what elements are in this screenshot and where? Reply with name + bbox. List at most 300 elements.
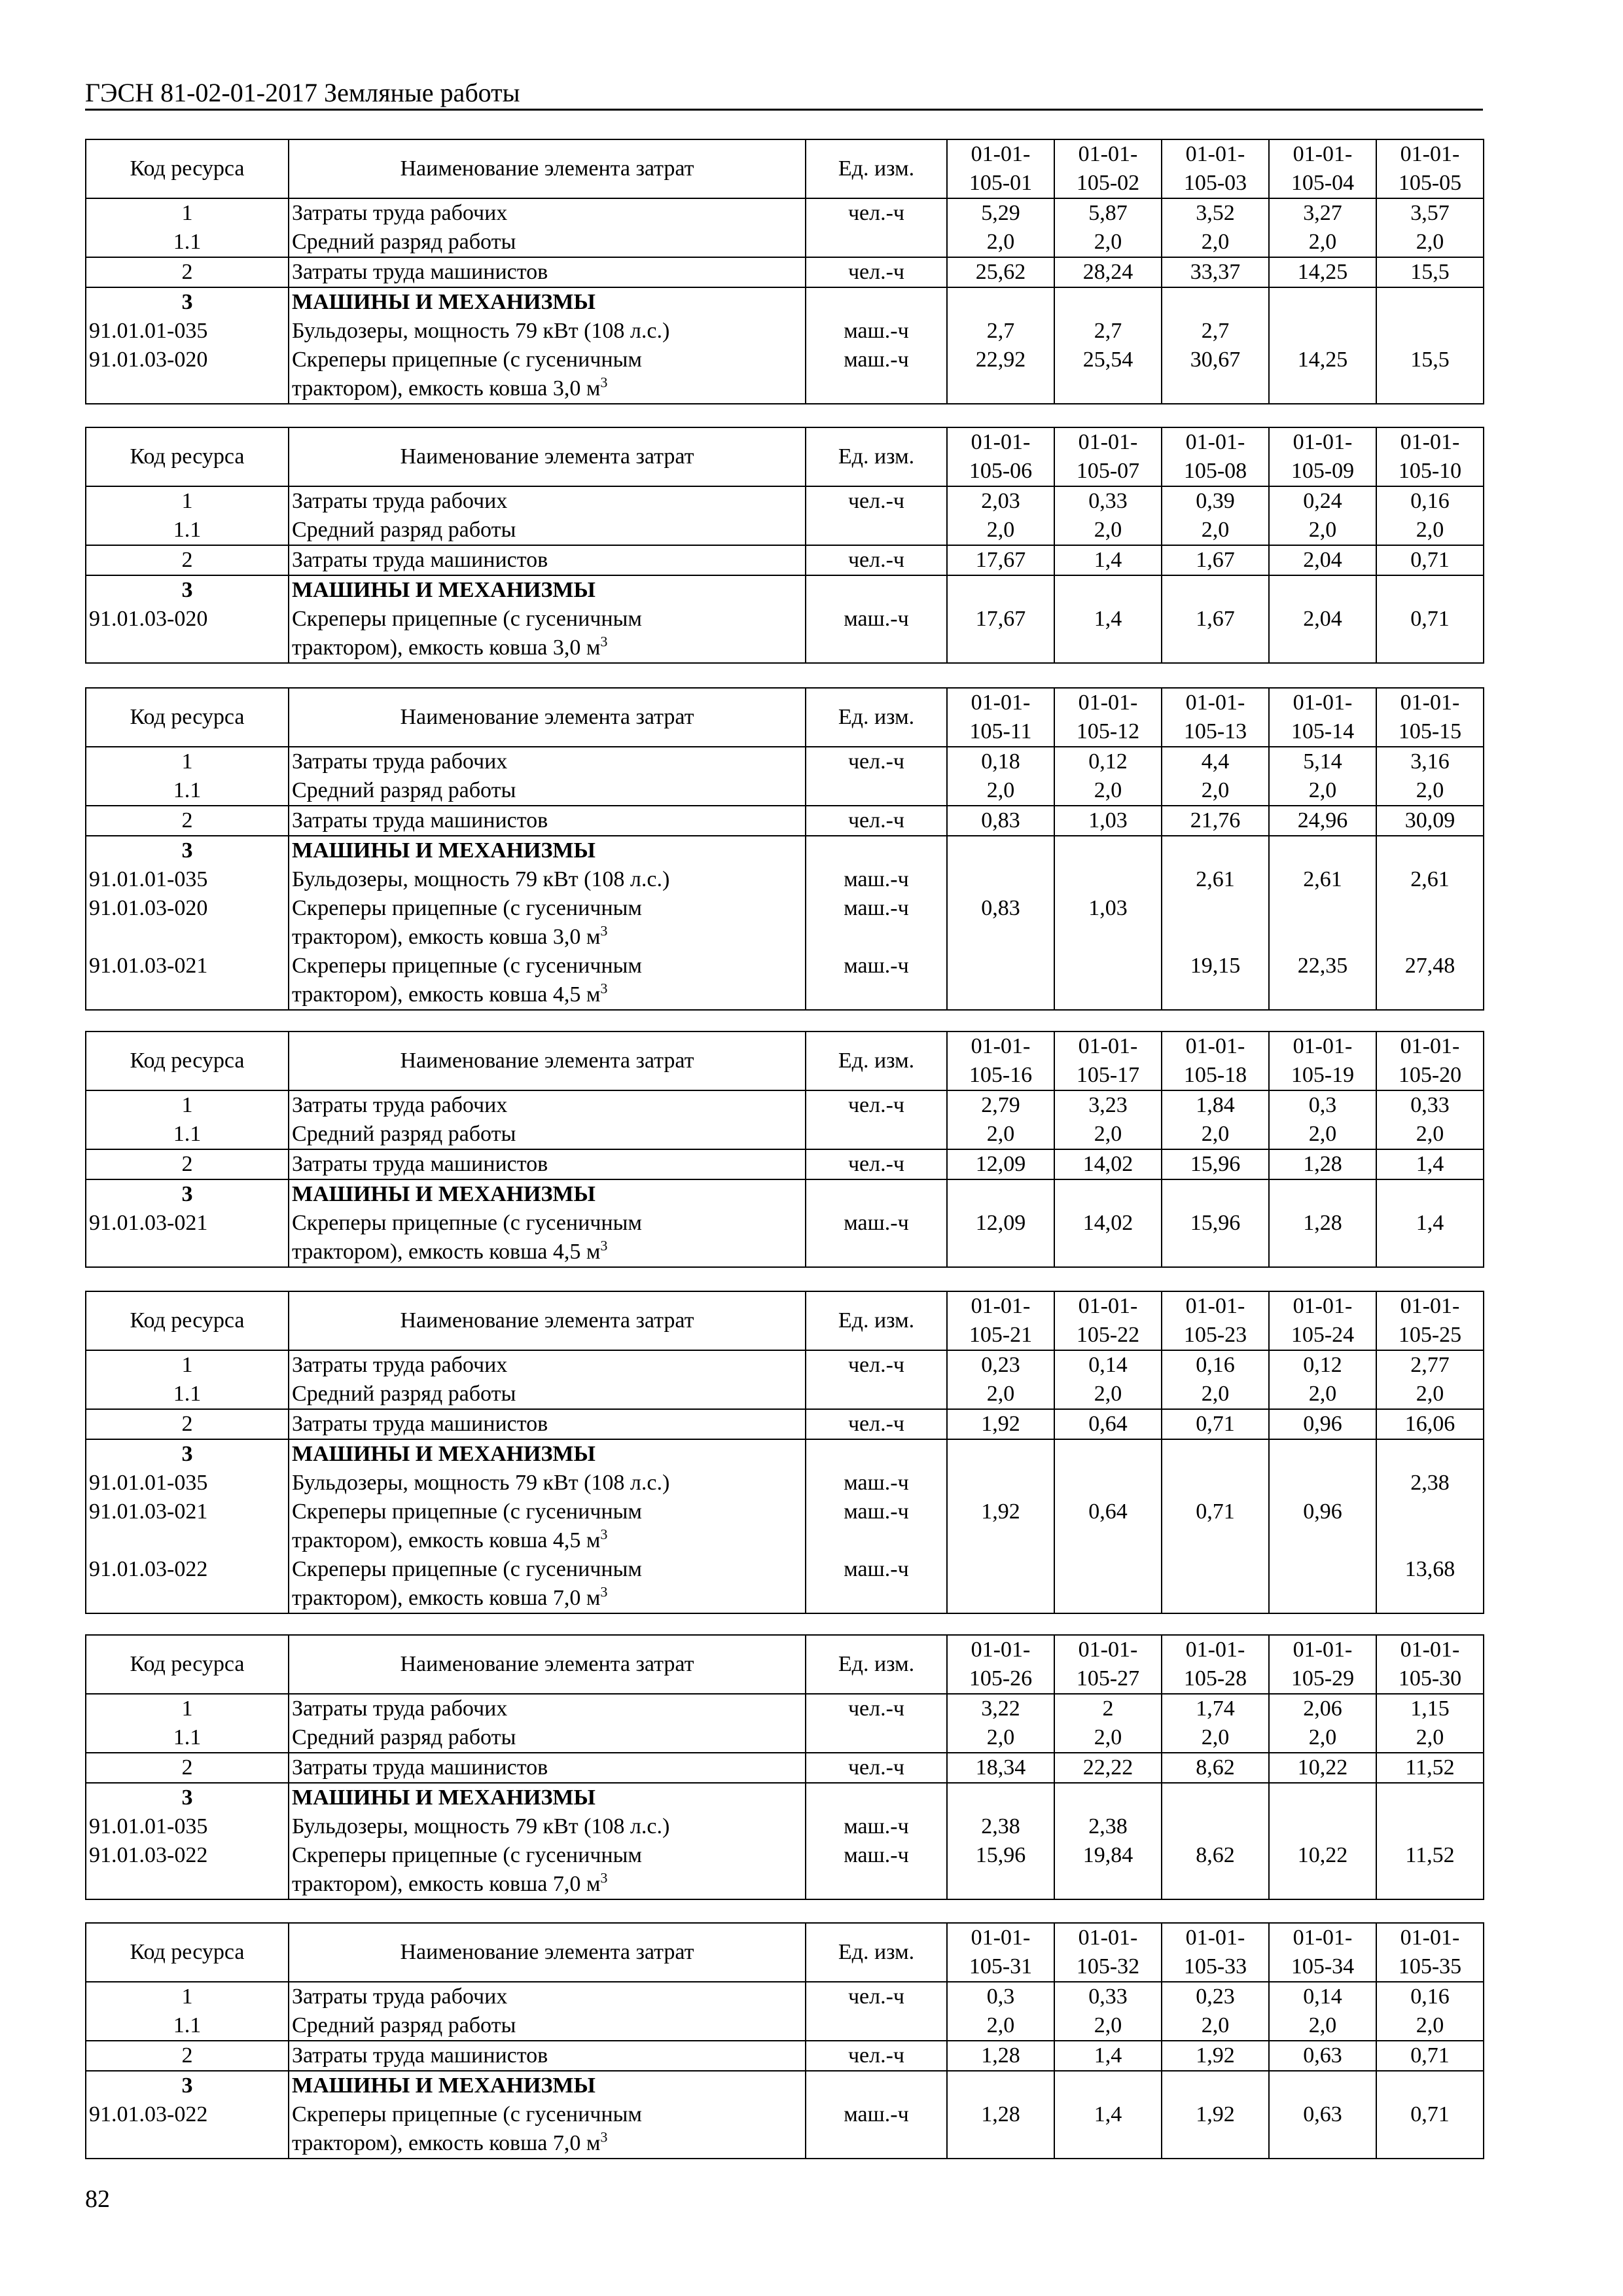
value-cell: 15,96 [1162, 1149, 1269, 1179]
value-cell: 1,74 [1162, 1694, 1269, 1723]
value-cell: 25,62 [947, 257, 1054, 287]
value-cell [1162, 894, 1269, 952]
norm-code-line1: 01-01- [1185, 1034, 1245, 1058]
value-cell: 2,0 [1269, 1723, 1376, 1753]
value-cell: 2,61 [1269, 865, 1376, 894]
resource-name: Затраты труда рабочих [289, 486, 806, 516]
resource-name [289, 894, 806, 952]
header-norm-code [947, 139, 1054, 198]
value-cell: 8,62 [1162, 1841, 1269, 1899]
value-cell: 1,28 [947, 2100, 1054, 2159]
resource-code: 3 [86, 2071, 289, 2100]
value-cell [1054, 575, 1162, 605]
header-name: Наименование элемента затрат [289, 1923, 806, 1982]
norm-code-line1: 01-01- [1293, 1034, 1353, 1058]
row-labor [86, 747, 1484, 776]
value-cell: 15,5 [1376, 346, 1484, 404]
resource-name: Средний разряд работы [289, 228, 806, 257]
resource-unit: маш.-ч [806, 865, 947, 894]
norm-code-line2: 105-15 [1398, 719, 1462, 744]
resource-code: 1 [86, 1350, 289, 1380]
resource-unit: чел.-ч [806, 257, 947, 287]
norm-code-line2: 105-32 [1076, 1954, 1140, 1979]
resource-unit: чел.-ч [806, 545, 947, 575]
value-cell: 1,4 [1054, 545, 1162, 575]
value-cell [1269, 1812, 1376, 1841]
value-cell: 1,92 [947, 1498, 1054, 1555]
resource-code: 2 [86, 2041, 289, 2071]
name-line1: Скреперы прицепные (с гусеничным [292, 2102, 642, 2126]
value-cell [1269, 1439, 1376, 1469]
header-norm-code [947, 427, 1054, 486]
value-cell [1162, 1555, 1269, 1613]
name-line2-text: трактором), емкость ковша 3,0 м [292, 376, 601, 401]
norm-code-line2: 105-31 [969, 1954, 1033, 1979]
value-cell [947, 1439, 1054, 1469]
value-cell: 2,0 [1376, 776, 1484, 806]
resource-name: Средний разряд работы [289, 1380, 806, 1409]
header-norm-code [1162, 688, 1269, 747]
resource-unit: маш.-ч [806, 1469, 947, 1498]
value-cell: 0,39 [1162, 486, 1269, 516]
norm-code-line2: 105-02 [1076, 171, 1140, 195]
name-line1: Скреперы прицепные (с гусеничным [292, 1499, 642, 1524]
norm-code-line2: 105-11 [969, 719, 1032, 744]
table-header-row [86, 427, 1484, 486]
header-norm-code [1054, 1031, 1162, 1090]
header-norm-code [1269, 139, 1376, 198]
resource-unit: чел.-ч [806, 806, 947, 836]
value-cell: 14,25 [1269, 257, 1376, 287]
value-cell [1269, 287, 1376, 317]
value-cell: 2,0 [1376, 1120, 1484, 1149]
value-cell [1269, 317, 1376, 346]
norm-code-line1: 01-01- [1293, 1926, 1353, 1950]
table-header-row [86, 1923, 1484, 1982]
name-line2 [292, 1584, 802, 1613]
row-machinists [86, 806, 1484, 836]
value-cell [1054, 1783, 1162, 1812]
value-cell: 12,09 [947, 1209, 1054, 1267]
row-machine-scraper45 [86, 952, 1484, 1010]
value-cell: 22,92 [947, 346, 1054, 404]
value-cell: 5,14 [1269, 747, 1376, 776]
value-cell: 0,64 [1054, 1409, 1162, 1439]
m3-superscript: 3 [600, 1583, 608, 1600]
resource-name: Затраты труда машинистов [289, 1149, 806, 1179]
name-line1: Скреперы прицепные (с гусеничным [292, 954, 642, 978]
value-cell [1054, 287, 1162, 317]
resource-name: Средний разряд работы [289, 1120, 806, 1149]
row-grade [86, 1380, 1484, 1409]
resource-code: 91.01.03-021 [86, 952, 289, 1010]
header-norm-code [1162, 139, 1269, 198]
value-cell: 2,0 [1269, 1380, 1376, 1409]
value-cell: 17,67 [947, 545, 1054, 575]
name-line2-text: трактором), емкость ковша 7,0 м [292, 1586, 601, 1610]
resource-code: 91.01.03-020 [86, 894, 289, 952]
resource-code: 3 [86, 1179, 289, 1209]
row-machinists [86, 1409, 1484, 1439]
resource-unit [806, 228, 947, 257]
value-cell [1054, 1469, 1162, 1498]
norm-code-line1: 01-01- [1293, 1638, 1353, 1662]
resource-code: 1 [86, 1982, 289, 2011]
norm-code-line1: 01-01- [971, 430, 1031, 454]
row-grade [86, 776, 1484, 806]
value-cell: 2,0 [1162, 776, 1269, 806]
row-machine-scraper30 [86, 605, 1484, 663]
row-machinists [86, 1753, 1484, 1783]
resource-name: Затраты труда машинистов [289, 1409, 806, 1439]
norm-code-line1: 01-01- [1078, 1294, 1138, 1318]
value-cell: 0,71 [1162, 1409, 1269, 1439]
value-cell: 0,23 [947, 1350, 1054, 1380]
value-cell: 1,92 [947, 1409, 1054, 1439]
value-cell [1376, 1498, 1484, 1555]
value-cell [1162, 1439, 1269, 1469]
value-cell [947, 1783, 1054, 1812]
resource-unit [806, 1380, 947, 1409]
norm-code-line2: 105-04 [1291, 171, 1355, 195]
value-cell: 2,0 [947, 1380, 1054, 1409]
name-line1: Скреперы прицепные (с гусеничным [292, 896, 642, 920]
row-machines-heading [86, 287, 1484, 317]
name-line2-text: трактором), емкость ковша 7,0 м [292, 2131, 601, 2155]
resource-unit: маш.-ч [806, 1498, 947, 1555]
resource-code: 1.1 [86, 1380, 289, 1409]
resource-code: 3 [86, 1439, 289, 1469]
resource-name: Бульдозеры, мощность 79 кВт (108 л.с.) [289, 865, 806, 894]
header-code: Код ресурса [86, 1635, 289, 1694]
value-cell: 2,04 [1269, 545, 1376, 575]
header-norm-code [1269, 1635, 1376, 1694]
norm-code-line1: 01-01- [971, 1638, 1031, 1662]
resource-name [289, 346, 806, 404]
norm-code-line2: 105-22 [1076, 1323, 1140, 1347]
value-cell: 1,67 [1162, 545, 1269, 575]
value-cell [1269, 575, 1376, 605]
value-cell: 10,22 [1269, 1753, 1376, 1783]
value-cell: 0,71 [1376, 605, 1484, 663]
header-norm-code [1376, 1031, 1484, 1090]
value-cell: 0,63 [1269, 2041, 1376, 2071]
value-cell [947, 287, 1054, 317]
norm-code-line2: 105-26 [969, 1666, 1033, 1691]
page-number: 82 [85, 2185, 110, 2213]
value-cell [1054, 1439, 1162, 1469]
value-cell [1376, 1812, 1484, 1841]
row-grade [86, 228, 1484, 257]
value-cell: 2,61 [1162, 865, 1269, 894]
value-cell: 1,28 [1269, 1209, 1376, 1267]
row-machine-scraper70 [86, 1555, 1484, 1613]
value-cell [1269, 1179, 1376, 1209]
value-cell: 2,06 [1269, 1694, 1376, 1723]
name-line2-text: трактором), емкость ковша 4,5 м [292, 1240, 601, 1264]
header-unit: Ед. изм. [806, 688, 947, 747]
resource-table [85, 427, 1484, 664]
value-cell: 2,0 [947, 2011, 1054, 2041]
value-cell: 11,52 [1376, 1753, 1484, 1783]
value-cell: 2,0 [947, 1723, 1054, 1753]
norm-code-line2: 105-07 [1076, 459, 1140, 483]
header-norm-code [1376, 1635, 1484, 1694]
resource-code: 91.01.01-035 [86, 317, 289, 346]
norm-code-line2: 105-20 [1398, 1063, 1462, 1087]
value-cell [1054, 1555, 1162, 1613]
resource-name: Затраты труда машинистов [289, 806, 806, 836]
norm-code-line1: 01-01- [1400, 1926, 1460, 1950]
row-machines-heading [86, 1439, 1484, 1469]
norm-code-line2: 105-08 [1183, 459, 1247, 483]
value-cell: 3,22 [947, 1694, 1054, 1723]
value-cell [1269, 2071, 1376, 2100]
resource-code: 1 [86, 747, 289, 776]
norm-code-line2: 105-21 [969, 1323, 1033, 1347]
value-cell: 0,33 [1054, 1982, 1162, 2011]
resource-unit: маш.-ч [806, 317, 947, 346]
table-header-row [86, 1031, 1484, 1090]
resource-name: Средний разряд работы [289, 516, 806, 545]
header-norm-code [1269, 1923, 1376, 1982]
norm-code-line2: 105-10 [1398, 459, 1462, 483]
value-cell: 0,12 [1054, 747, 1162, 776]
norm-code-line1: 01-01- [1293, 142, 1353, 166]
resource-code: 91.01.03-022 [86, 1841, 289, 1899]
header-code: Код ресурса [86, 1923, 289, 1982]
norm-code-line2: 105-03 [1183, 171, 1247, 195]
header-norm-code [1376, 688, 1484, 747]
resource-unit: чел.-ч [806, 198, 947, 228]
resource-unit: чел.-ч [806, 486, 947, 516]
value-cell: 2,0 [947, 776, 1054, 806]
m3-superscript: 3 [600, 1869, 608, 1886]
resource-unit: маш.-ч [806, 1555, 947, 1613]
value-cell: 0,18 [947, 747, 1054, 776]
resource-name: Бульдозеры, мощность 79 кВт (108 л.с.) [289, 1469, 806, 1498]
value-cell: 1,28 [1269, 1149, 1376, 1179]
value-cell [1162, 287, 1269, 317]
name-line2 [292, 374, 802, 403]
header-norm-code [1269, 688, 1376, 747]
header-norm-code [1376, 1291, 1484, 1350]
norm-code-line1: 01-01- [971, 1926, 1031, 1950]
resource-name: МАШИНЫ И МЕХАНИЗМЫ [289, 1179, 806, 1209]
row-machine-scraper45 [86, 1498, 1484, 1555]
resource-name: Средний разряд работы [289, 776, 806, 806]
resource-unit: чел.-ч [806, 1694, 947, 1723]
name-line2 [292, 2129, 802, 2158]
value-cell: 14,25 [1269, 346, 1376, 404]
resource-unit: маш.-ч [806, 952, 947, 1010]
value-cell [1269, 1469, 1376, 1498]
value-cell [1376, 2071, 1484, 2100]
resource-name: Средний разряд работы [289, 2011, 806, 2041]
resource-name: Затраты труда машинистов [289, 2041, 806, 2071]
value-cell: 21,76 [1162, 806, 1269, 836]
resource-name: МАШИНЫ И МЕХАНИЗМЫ [289, 2071, 806, 2100]
value-cell: 1,4 [1376, 1149, 1484, 1179]
value-cell: 1,67 [1162, 605, 1269, 663]
norm-code-line2: 105-34 [1291, 1954, 1355, 1979]
resource-code: 2 [86, 806, 289, 836]
resource-unit: маш.-ч [806, 346, 947, 404]
page-header-title: ГЭСН 81-02-01-2017 Земляные работы [85, 78, 520, 107]
row-machinists [86, 2041, 1484, 2071]
value-cell: 2,0 [1376, 1380, 1484, 1409]
value-cell: 0,63 [1269, 2100, 1376, 2159]
resource-unit [806, 2071, 947, 2100]
header-code: Код ресурса [86, 688, 289, 747]
row-machine-scraper70 [86, 1841, 1484, 1899]
header-norm-code [1269, 427, 1376, 486]
value-cell: 5,29 [947, 198, 1054, 228]
resource-unit [806, 1120, 947, 1149]
header-code: Код ресурса [86, 427, 289, 486]
row-machine-scraper45 [86, 1209, 1484, 1267]
resource-name [289, 605, 806, 663]
value-cell: 27,48 [1376, 952, 1484, 1010]
value-cell: 0,71 [1162, 1498, 1269, 1555]
row-labor [86, 486, 1484, 516]
value-cell: 0,71 [1376, 2041, 1484, 2071]
resource-code: 1 [86, 486, 289, 516]
header-norm-code [1269, 1031, 1376, 1090]
resource-name [289, 1209, 806, 1267]
value-cell: 2,0 [1162, 1120, 1269, 1149]
row-machine-scraper30 [86, 346, 1484, 404]
value-cell [947, 836, 1054, 865]
resource-code: 3 [86, 1783, 289, 1812]
resource-code: 91.01.03-022 [86, 2100, 289, 2159]
norm-code-line2: 105-27 [1076, 1666, 1140, 1691]
norm-code-line2: 105-16 [969, 1063, 1033, 1087]
norm-code-line1: 01-01- [1400, 430, 1460, 454]
norm-code-line1: 01-01- [971, 1294, 1031, 1318]
value-cell: 3,27 [1269, 198, 1376, 228]
resource-unit: чел.-ч [806, 1409, 947, 1439]
resource-unit: чел.-ч [806, 747, 947, 776]
header-norm-code [1376, 427, 1484, 486]
resource-name: МАШИНЫ И МЕХАНИЗМЫ [289, 836, 806, 865]
norm-code-line2: 105-24 [1291, 1323, 1355, 1347]
header-unit: Ед. изм. [806, 1031, 947, 1090]
resource-code: 91.01.03-020 [86, 605, 289, 663]
resource-unit [806, 575, 947, 605]
header-norm-code [947, 1635, 1054, 1694]
value-cell [1376, 1783, 1484, 1812]
norm-code-line2: 105-12 [1076, 719, 1140, 744]
value-cell: 0,96 [1269, 1498, 1376, 1555]
resource-name [289, 1555, 806, 1613]
row-machine-scraper30 [86, 894, 1484, 952]
header-norm-code [1054, 1291, 1162, 1350]
value-cell: 2,0 [947, 228, 1054, 257]
norm-code-line1: 01-01- [1185, 1926, 1245, 1950]
value-cell: 1,4 [1054, 605, 1162, 663]
resource-unit: чел.-ч [806, 1350, 947, 1380]
resource-table [85, 139, 1484, 404]
header-norm-code [1054, 1635, 1162, 1694]
value-cell [1162, 836, 1269, 865]
header-name: Наименование элемента затрат [289, 1291, 806, 1350]
value-cell [1054, 1179, 1162, 1209]
table-header-row [86, 1291, 1484, 1350]
value-cell: 18,34 [947, 1753, 1054, 1783]
value-cell: 0,96 [1269, 1409, 1376, 1439]
value-cell: 0,3 [1269, 1090, 1376, 1120]
resource-unit [806, 1439, 947, 1469]
value-cell: 2,0 [1162, 1380, 1269, 1409]
value-cell: 2,0 [1054, 1120, 1162, 1149]
row-labor [86, 198, 1484, 228]
name-line1: Скреперы прицепные (с гусеничным [292, 607, 642, 631]
value-cell: 1,92 [1162, 2100, 1269, 2159]
norm-code-line2: 105-33 [1183, 1954, 1247, 1979]
norm-code-line1: 01-01- [1400, 1294, 1460, 1318]
value-cell: 2,03 [947, 486, 1054, 516]
row-machines-heading [86, 575, 1484, 605]
resource-unit [806, 1783, 947, 1812]
resource-unit: маш.-ч [806, 605, 947, 663]
value-cell: 14,02 [1054, 1149, 1162, 1179]
header-name: Наименование элемента затрат [289, 1635, 806, 1694]
value-cell [1376, 287, 1484, 317]
row-machinists [86, 545, 1484, 575]
resource-code: 1 [86, 1694, 289, 1723]
name-line2-text: трактором), емкость ковша 3,0 м [292, 925, 601, 949]
header-unit: Ед. изм. [806, 1635, 947, 1694]
row-machine-bulldozer [86, 865, 1484, 894]
resource-code: 2 [86, 257, 289, 287]
row-grade [86, 2011, 1484, 2041]
name-line2 [292, 923, 802, 952]
value-cell [1269, 1783, 1376, 1812]
value-cell: 30,09 [1376, 806, 1484, 836]
norm-code-line2: 105-17 [1076, 1063, 1140, 1087]
value-cell: 0,14 [1054, 1350, 1162, 1380]
value-cell: 12,09 [947, 1149, 1054, 1179]
norm-code-line1: 01-01- [1400, 1034, 1460, 1058]
value-cell: 1,03 [1054, 806, 1162, 836]
value-cell: 0,71 [1376, 2100, 1484, 2159]
resource-name: Затраты труда рабочих [289, 1694, 806, 1723]
value-cell: 1,92 [1162, 2041, 1269, 2071]
value-cell [1269, 1555, 1376, 1613]
resource-unit: маш.-ч [806, 1209, 947, 1267]
norm-code-line1: 01-01- [1078, 1034, 1138, 1058]
m3-superscript: 3 [600, 980, 608, 997]
value-cell [1376, 1439, 1484, 1469]
value-cell [1269, 894, 1376, 952]
value-cell [947, 2071, 1054, 2100]
row-machines-heading [86, 2071, 1484, 2100]
norm-code-line2: 105-13 [1183, 719, 1247, 744]
value-cell [947, 865, 1054, 894]
value-cell [1054, 836, 1162, 865]
resource-unit [806, 516, 947, 545]
name-line2-text: трактором), емкость ковша 4,5 м [292, 982, 601, 1007]
value-cell: 2,38 [947, 1812, 1054, 1841]
value-cell: 0,83 [947, 894, 1054, 952]
resource-code: 2 [86, 1409, 289, 1439]
header-norm-code [1054, 688, 1162, 747]
value-cell: 1,03 [1054, 894, 1162, 952]
row-labor [86, 1090, 1484, 1120]
resource-table [85, 1291, 1484, 1614]
value-cell: 2,0 [1269, 2011, 1376, 2041]
